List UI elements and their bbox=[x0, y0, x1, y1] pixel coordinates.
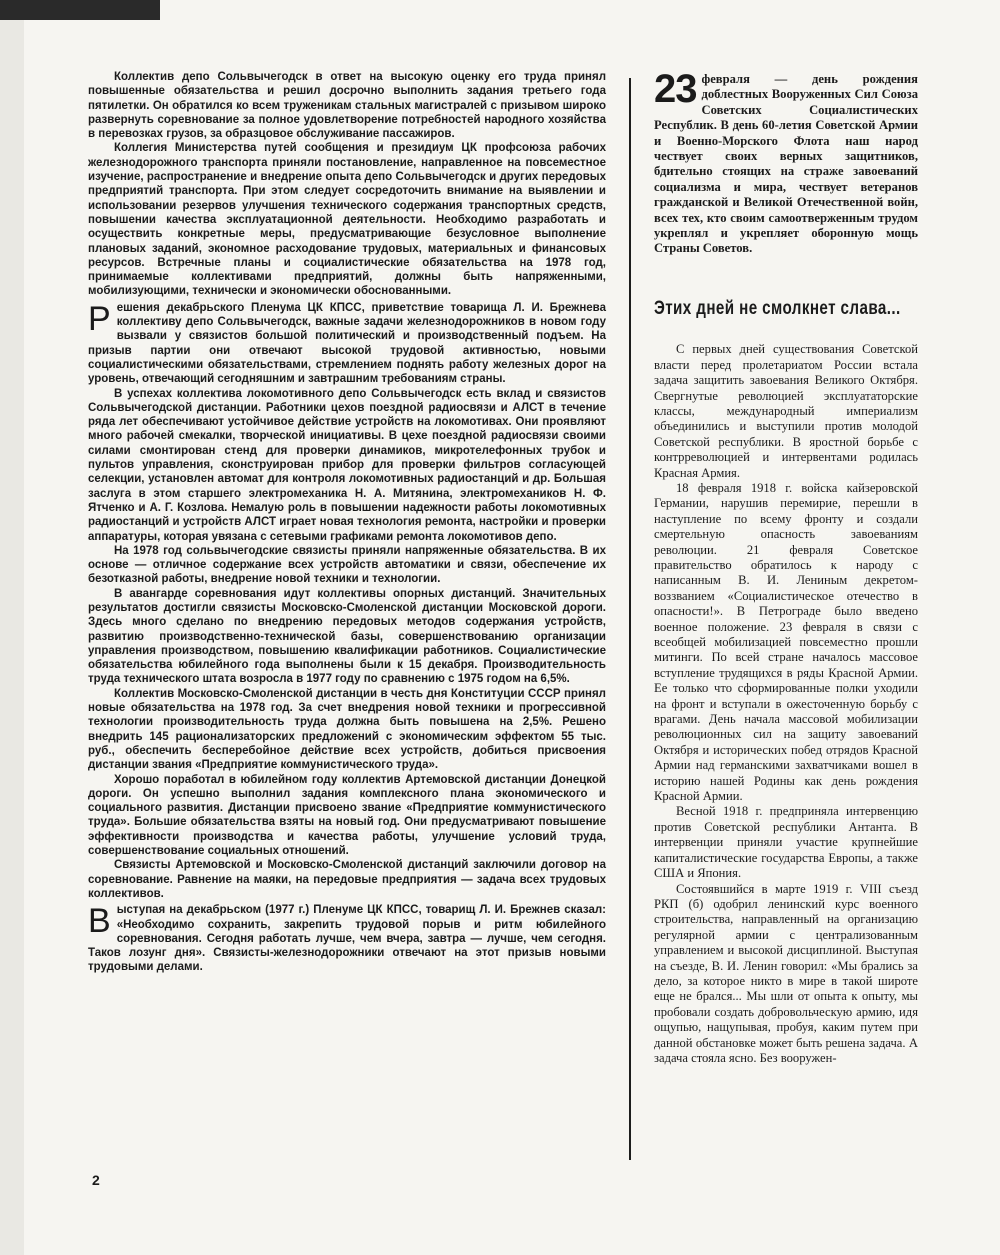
dropcap-letter: В bbox=[88, 902, 111, 941]
paragraph: В успехах коллектива локомотивного депо Сольвычегодск есть вклад и связистов Сольвычегодской дистанции. Работники цехов поездной радиосвязи и АЛСТ в течение ряда лет обеспечивают устойчивое действие устройств на локомотивах. Они проявляют много рабочей смекалки, творческой инициативы. В цехе поездной радиосвязи своими силами смонтирован стенд для проверки динамиков, микротелефонных трубок и пультов управления, сконструирован прибор для проверки фильтров согласующей селекции, установлен автомат для контроля локомотивных радиостанций и др. Большая заслуга в этом старшего электромеханика Н. А. Митянина, электромехаников Н. Ф. Ятченко и А. Г. Козлова. Немалую роль в повышении надежности работы локомотивных радиостанций и устройств АЛСТ играет новая технология ремонта, настройки и проверки аппаратуры, которая увязана с сетевыми графиками ремонта локомотивов депо. bbox=[88, 387, 606, 543]
paragraph: Связисты Артемовской и Московско-Смоленской дистанций заключили договор на соревнование. Равнение на маяки, на передовые предприятия — задача всех трудовых коллективов. bbox=[88, 859, 606, 900]
intro-block bbox=[654, 67, 918, 257]
paragraph: С первых дней существования Советской власти перед пролетариатом России встала задача защитить завоевания Великого Октября. Свергнутые революцией эксплуататорские классы, международный империализм объединились и выступили против молодой Советской республики. В яростной борьбе с контрреволюцией и интервентами родилась Красная Армия. bbox=[654, 342, 918, 480]
left-column bbox=[88, 70, 606, 975]
paragraph: Коллектив Московско-Смоленской дистанции в честь дня Конституции СССР принял новые обязательства на 1978 год. За счет внедрения новой техники и прогрессивной технологии производительность труда должна быть повышена на 2,5%. Решено внедрить 145 рационализаторских предложений с экономическим эффектом 55 тыс. руб., обеспечить бесперебойное действие всех устройств, добиться присвоения дистанции звания «Предприятие коммунистического труда». bbox=[88, 687, 606, 772]
paragraph: Хорошо поработал в юбилейном году коллектив Артемовской дистанции Донецкой дороги. Он успешно выполнил задания комплексного плана экономического и социального развития. Дистанции присвоено звание «Предприятие коммунистического труда». Большие обязательства взяты на новый год. Они предусматривают повышение эффективности производства и качества работы, улучшение условий труда, совершенствование социальных отношений. bbox=[88, 773, 606, 858]
paragraph-dropcap bbox=[88, 903, 606, 974]
dropcap-paragraph-text: ешения декабрьского Пленума ЦК КПСС, приветствие товарища Л. И. Брежнева коллективу депо Сольвычегодск, важные задачи железнодорожников в новом году вызвали у связистов большой политический и производственный подъем. На призыв партии они отвечают высокой трудовой активностью, новыми социалистическими обязательствами, стремлением поднять работу железных дорог на уровень, отвечающий сегодняшним и завтрашним требованиям страны. bbox=[88, 301, 606, 386]
right-column bbox=[654, 67, 918, 1066]
paragraph-dropcap bbox=[88, 301, 606, 387]
dropcap-letter: Р bbox=[88, 299, 111, 338]
article-body bbox=[654, 342, 918, 1066]
article-title: Этих дней не смолкнет слава... bbox=[654, 297, 901, 319]
paragraph: В авангарде соревнования идут коллективы опорных дистанций. Значительных результатов достигли связисты Московско-Смоленской дистанции Московской дороги. Здесь много сделано по внедрению передовых методов содержания устройств, развитию производственно-технической базы, совершенствованию организации управления производством, повышению квалификации работников. Социалистические обязательства юбилейного года выполнены были к 15 декабря. Производительность труда технического штата возросла в 1977 году по сравнению с 1975 годом на 6,5%. bbox=[88, 587, 606, 686]
paragraph: Коллектив депо Сольвычегодск в ответ на высокую оценку его труда принял повышенные обязательства и решил досрочно выполнить задания третьего года пятилетки. Он обратился ко всем труженикам стальных магистралей с призывом широко развернуть соревнование за полное удовлетворение потребностей народного хозяйства в перевозках грузов, за образцовое обслуживание пассажиров. bbox=[88, 71, 606, 141]
paragraph: Коллегия Министерства путей сообщения и президиум ЦК профсоюза рабочих железнодорожного транспорта приняли постановление, направленное на повсеместное изучение, распространение и внедрение опыта депо Сольвычегодск и других передовых предприятий транспорта. При этом следует сосредоточить внимание на выявлении и использовании резервов улучшения технического содержания транспортных средств, повышении качества эксплуатационной деятельности. Необходимо разработать и осуществить конкретные меры, предусматривающие безусловное выполнение плановых заданий, экономное расходование трудовых, материальных и финансовых ресурсов. Встречные планы и социалистические обязательства на 1978 год, принимаемые коллективами предприятий, должны быть напряженными, мобилизующими, технически и экономически обоснованными. bbox=[88, 142, 606, 298]
paragraph: 18 февраля 1918 г. войска кайзеровской Германии, нарушив перемирие, перешли в наступление по всему фронту и создали смертельную опасность завоеваниям революции. 21 февраля Советское правительство обратилось к народу с написанным В. И. Лениным декретом-воззванием «Социалистическое отечество в опасности!». В Петрограде было введено военное положение. 23 февраля в связи с всеобщей мобилизацией повсеместно прошли митинги. По всей стране началось массовое вступление трудящихся в ряды Красной Армии. Ее только что сформированные полки уходили на фронт и вступали в ожесточенную борьбу с врагами. День начала массовой мобилизации революционных сил на защиту завоеваний Октября и исторических побед отрядов Красной Армии над германскими захватчиками вошел в историю нашей Родины как день рождения Красной Армии. bbox=[654, 480, 918, 804]
intro-text: февраля — день рождения доблестных Вооруженных Сил Союза Советских Социалистических Республик. В день 60-летия Советской Армии и Военно-Морского Флота наш народ чествует своих верных защитников, бдительно стоящих на страже завоеваний социализма и мира, чествует ветеранов гражданской и Великой Отечественной войн, всех тех, кто своим самоотверженным трудом укреплял и укрепляет оборонную мощь Страны Советов. bbox=[654, 72, 918, 256]
date-number: 23 bbox=[654, 67, 697, 111]
scan-corner-mark bbox=[0, 0, 160, 20]
page-number: 2 bbox=[92, 1172, 100, 1188]
paragraph: Весной 1918 г. предприняла интервенцию против Советской республики Антанта. В интервенции приняли участие крупнейшие капиталистические государства Европы, а также США и Япония. bbox=[654, 804, 918, 881]
paragraph: На 1978 год сольвычегодские связисты приняли напряженные обязательства. В их основе — отличное содержание всех устройств автоматики и связи, обеспечение их безотказной работы, внедрение новой техники и технологии. bbox=[88, 544, 606, 586]
paragraph: Состоявшийся в марте 1919 г. VIII съезд РКП (б) одобрил ленинский курс военного строительства, направленный на организацию регулярной армии с централизованным управлением и высокой дисциплиной. Выступая на съезде, В. И. Ленин говорил: «Мы брались за дело, за которое никто в мире в такой широте еще не брался... Мы шли от опыта к опыту, мы пробовали создать добровольческую армию, идя ощупью, нащупывая, пробуя, каким путем при данной обстановке может быть решена задача. А задача стояла ясно. Без вооружен- bbox=[654, 881, 918, 1065]
dropcap-paragraph-text: ыступая на декабрьском (1977 г.) Пленуме ЦК КПСС, товарищ Л. И. Брежнев сказал: «Необходимо сохранить, закрепить трудовой порыв и ритм юбилейного соревнования. Сегодня работать лучше, чем вчера, завтра — лучше, чем сегодня. Таков лозунг дня». Связисты-железнодорожники отвечают на этот призыв новыми трудовыми делами. bbox=[88, 904, 606, 974]
scan-edge bbox=[0, 0, 24, 1255]
column-divider bbox=[629, 78, 631, 1160]
